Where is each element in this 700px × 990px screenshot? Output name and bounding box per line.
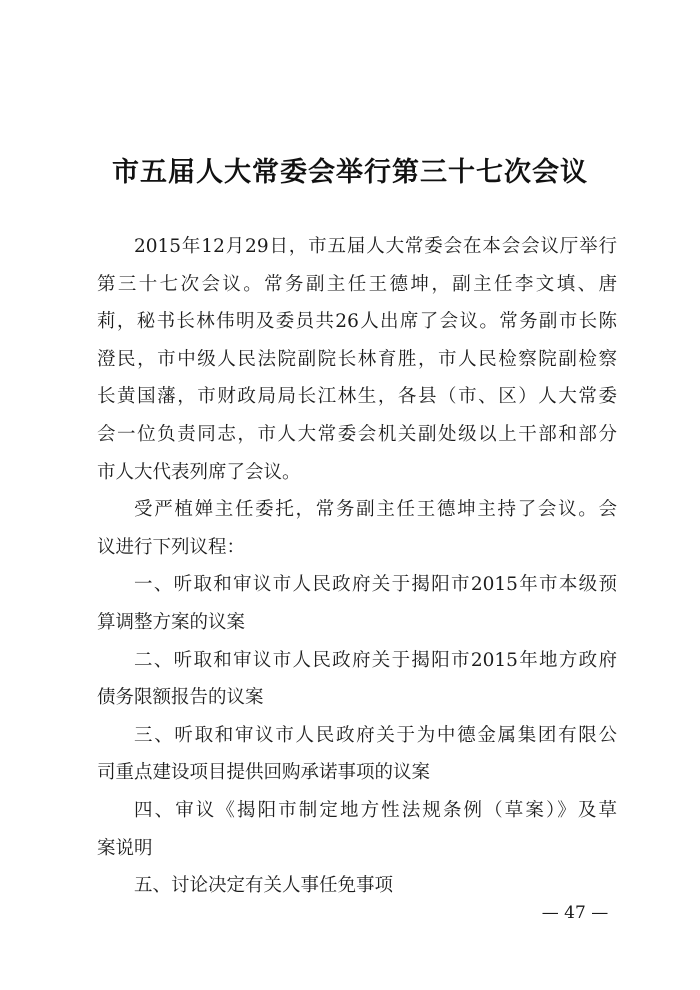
- paragraph-1-line-2: 第三十七次会议。常务副主任王德坤，副主任李文填、唐: [97, 273, 617, 295]
- agenda-item-1-line-2: 算调整方案的议案: [97, 611, 246, 633]
- paragraph-2-line-2: 议进行下列议程：: [97, 536, 246, 558]
- paragraph-1-line-3: 莉，秘书长林伟明及委员共26人出席了会议。常务副市长陈: [97, 311, 617, 333]
- agenda-item-2-line-1: 二、听取和审议市人民政府关于揭阳市2015年地方政府: [134, 649, 617, 671]
- agenda-item-4-line-1: 四、审议《揭阳市制定地方性法规条例（草案）》及草: [134, 799, 617, 821]
- document-title: 市五届人大常委会举行第三十七次会议: [112, 157, 588, 188]
- page-number: — 47 —: [541, 903, 609, 923]
- agenda-item-3-line-1: 三、听取和审议市人民政府关于为中德金属集团有限公: [134, 724, 617, 746]
- paragraph-1-line-1: 2015年12月29日，市五届人大常委会在本会会议厅举行: [134, 236, 617, 257]
- paragraph-1-line-4: 澄民，市中级人民法院副院长林育胜，市人民检察院副检察: [97, 348, 617, 370]
- paragraph-1-line-5: 长黄国藩，市财政局局长江林生，各县（市、区）人大常委: [97, 386, 617, 408]
- agenda-item-1-line-1: 一、听取和审议市人民政府关于揭阳市2015年市本级预: [134, 574, 617, 596]
- agenda-item-3-line-2: 司重点建设项目提供回购承诺事项的议案: [97, 762, 431, 784]
- document-body: [97, 228, 617, 905]
- agenda-item-4-line-2: 案说明: [97, 837, 153, 859]
- paragraph-1-line-7: 市人大代表列席了会议。: [97, 461, 301, 483]
- paragraph-2-line-1: 受严植婵主任委托，常务副主任王德坤主持了会议。会: [134, 499, 617, 521]
- paragraph-1-line-6: 会一位负责同志，市人大常委会机关副处级以上干部和部分: [97, 423, 617, 445]
- agenda-item-5-line-1: 五、讨论决定有关人事任免事项: [134, 875, 394, 897]
- agenda-item-2-line-2: 债务限额报告的议案: [97, 687, 264, 709]
